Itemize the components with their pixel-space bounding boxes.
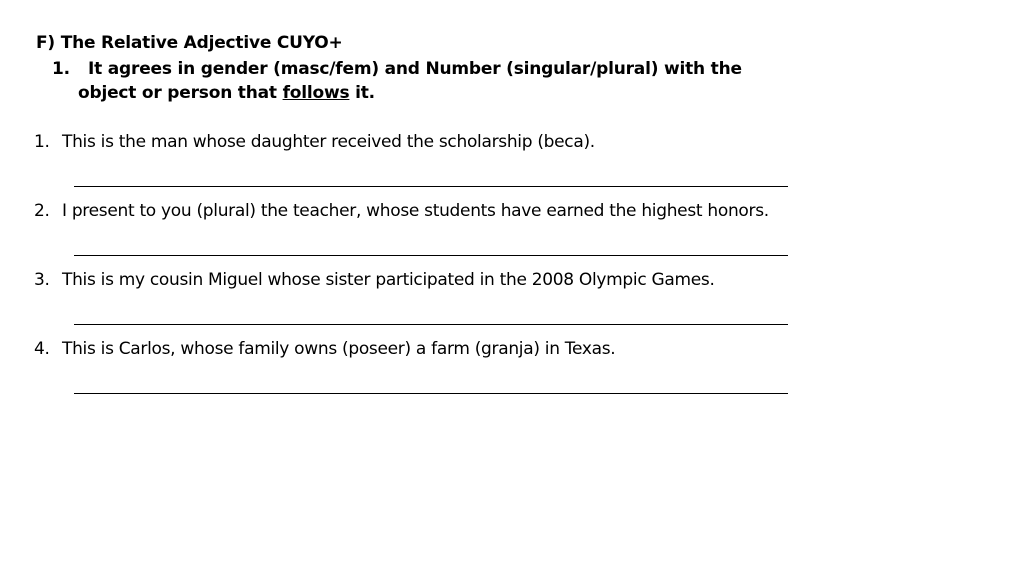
rule-text-after: it.: [349, 83, 375, 103]
question-number: 3.: [34, 270, 50, 290]
question-2: [34, 201, 769, 221]
question-text: This is Carlos, whose family owns (poseer) a farm (granja) in Texas.: [62, 339, 616, 359]
question-text: This is the man whose daughter received the scholarship (beca).: [62, 132, 595, 152]
answer-blank-3[interactable]: [74, 324, 788, 325]
rule-text-before: object or person that: [78, 83, 283, 103]
question-number: 1.: [34, 132, 50, 152]
question-text: This is my cousin Miguel whose sister participated in the 2008 Olympic Games.: [62, 270, 715, 290]
section-heading: F) The Relative Adjective CUYO+: [36, 33, 343, 53]
answer-blank-1[interactable]: [74, 186, 788, 187]
question-number: 4.: [34, 339, 50, 359]
question-text: I present to you (plural) the teacher, whose students have earned the highest honors.: [62, 201, 769, 221]
question-number: 2.: [34, 201, 50, 221]
answer-blank-2[interactable]: [74, 255, 788, 256]
rule-number: 1.: [52, 59, 70, 79]
question-4: [34, 339, 615, 359]
rule-text-line-1: It agrees in gender (masc/fem) and Number (singular/plural) with the: [88, 59, 742, 79]
question-1: [34, 132, 595, 152]
rule-text-underlined-word: follows: [282, 83, 350, 103]
answer-blank-4[interactable]: [74, 393, 788, 394]
question-3: [34, 270, 715, 290]
rule-text-line-2: [78, 81, 375, 105]
